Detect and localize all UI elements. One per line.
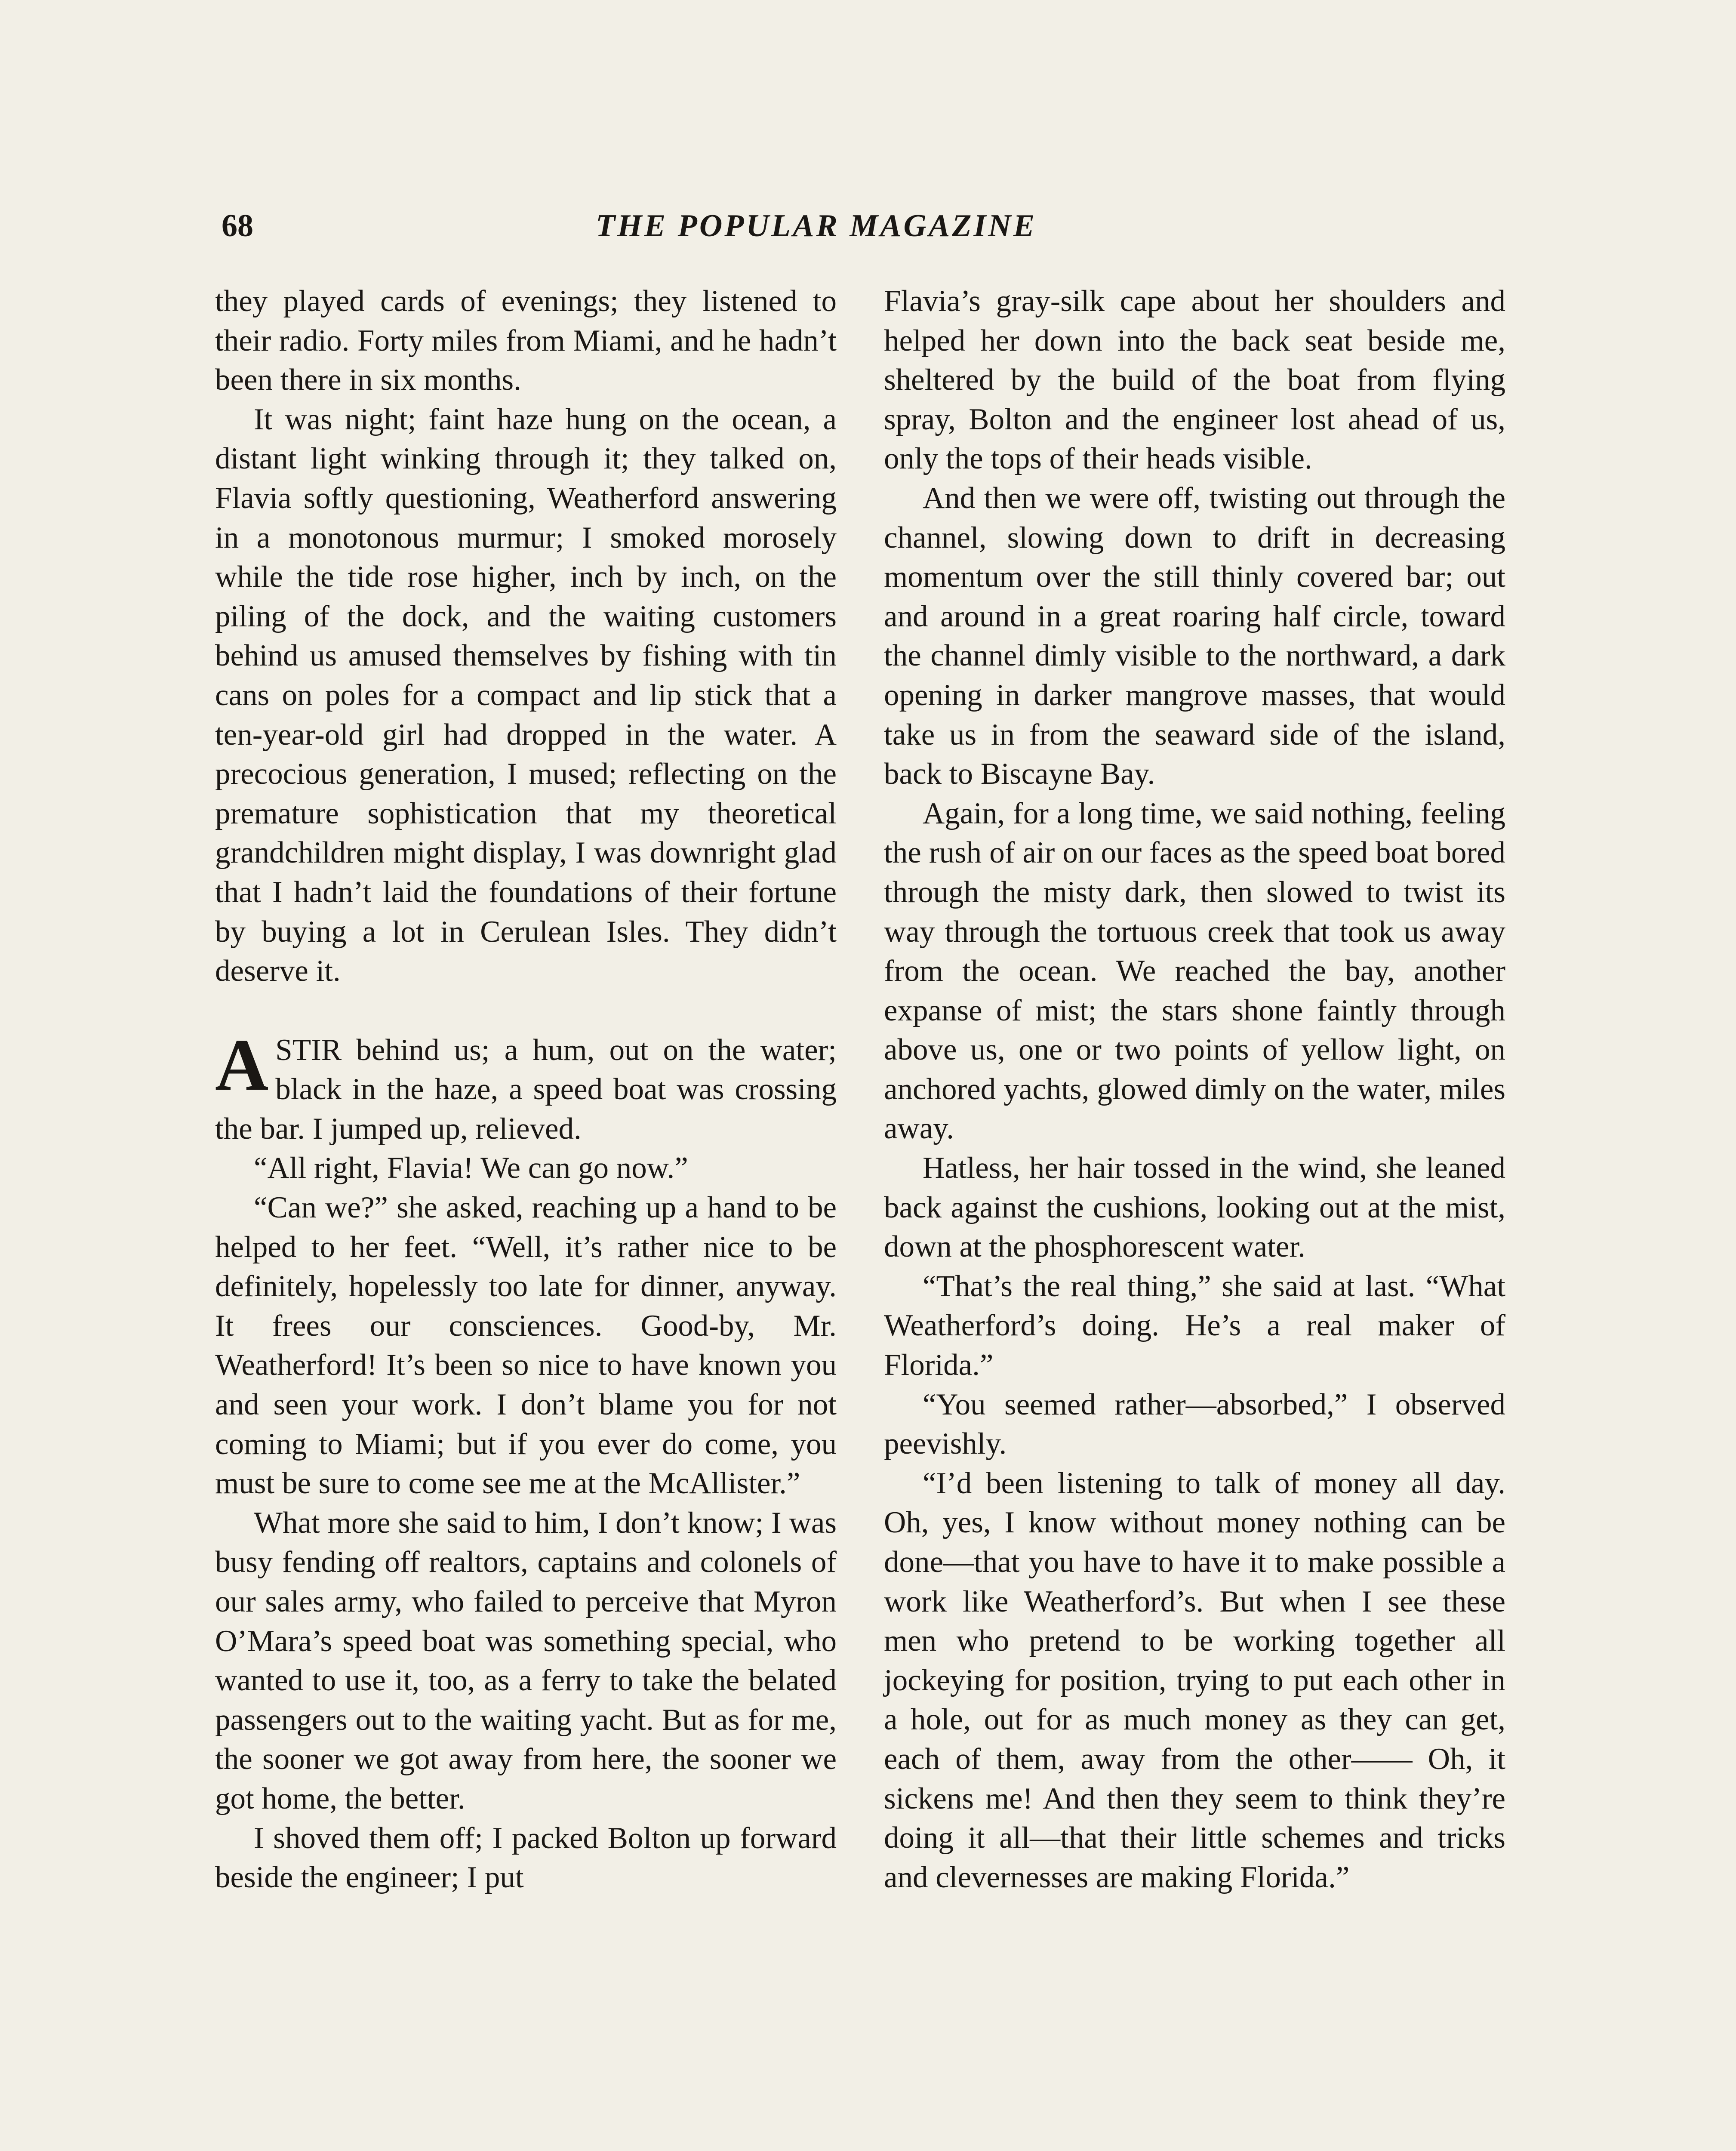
paragraph: Hatless, her hair tossed in the wind, she leaned back against the cushions, looking out at the mist, down at the phosphorescent water.: [884, 1151, 1505, 1264]
paragraph: Flavia’s gray-silk cape about her shoulders and helped her down into the back seat beside me, sheltered by the build of the boat from flying spray, Bolton and the engineer lost ahead of us, only the tops of their heads visible.: [884, 284, 1505, 476]
paragraph: It was night; faint haze hung on the ocean, a distant light winking through it; they talked on, Flavia softly questioning, Weatherford answering in a monotonous murmur; I smoked morosely while the tide rose higher, inch by inch, on the piling of the dock, and the waiting customers behind us amused themselves by fishing with tin cans on poles for a compact and lip stick that a ten-year-old girl had dropped in the water. A precocious generation, I mused; reflecting on the premature sophistication that my theoretical grandchildren might display, I was downright glad that I hadn’t laid the foundations of their fortune by buying a lot in Cerulean Isles. They didn’t deserve it.: [215, 402, 837, 988]
paragraph-text: STIR behind us; a hum, out on the water; black in the haze, a speed boat was crossing the bar. I jumped up, relieved.: [215, 1033, 837, 1146]
paragraph: I shoved them off; I packed Bolton up forward beside the engineer; I put: [215, 1821, 837, 1895]
paragraph: “That’s the real thing,” she said at last. “What Weatherford’s doing. He’s a real maker of Florida.”: [884, 1269, 1505, 1382]
paragraph: “All right, Flavia! We can go now.”: [254, 1151, 688, 1185]
drop-cap: A: [215, 1024, 269, 1106]
right-column: [884, 282, 1505, 1897]
page-number: 68: [222, 208, 253, 243]
page-header: [222, 202, 1508, 250]
paragraph: “You seemed rather—absorbed,” I observed peevishly.: [884, 1387, 1505, 1461]
paragraph: “I’d been listening to talk of money all day. Oh, yes, I know without money nothing can be done—that you have to have it to make possible a work like Weatherford’s. But when I see these men who pretend to be working together all jockeying for position, trying to put each other in a hole, out for as much money as they can get, each of them, away from the other—— Oh, it sickens me! And then they seem to think they’re doing it all—that their little schemes and tricks and clevernesses are making Florida.”: [884, 1466, 1505, 1894]
paragraph: Again, for a long time, we said nothing, feeling the rush of air on our faces as the speed boat bored through the misty dark, then slowed to twist its way through the tortuous creek that took us away from the ocean. We reached the bay, another expanse of mist; the stars shone faintly through above us, one or two points of yellow light, on anchored yachts, glowed dimly on the water, miles away.: [884, 796, 1505, 1146]
paragraph: What more she said to him, I don’t know; I was busy fending off realtors, captains and colonels of our sales army, who failed to perceive that Myron O’Mara’s speed boat was something special, who wanted to use it, too, as a ferry to take the belated passengers out to the waiting yacht. But as for me, the sooner we got away from here, the sooner we got home, the better.: [215, 1506, 837, 1815]
paragraph: they played cards of evenings; they listened to their radio. Forty miles from Miami, and he hadn’t been there in six months.: [215, 284, 837, 397]
paragraph: And then we were off, twisting out through the channel, slowing down to drift in decreasing momentum over the still thinly covered bar; out and around in a great roaring half circle, toward the channel dimly visible to the northward, a dark opening in darker mangrove masses, that would take us in from the seaward side of the island, back to Biscayne Bay.: [884, 481, 1505, 791]
running-title: THE POPULAR MAGAZINE: [596, 208, 1037, 243]
paragraph: “Can we?” she asked, reaching up a hand to be helped to her feet. “Well, it’s rather nice to be definitely, hopelessly too late for dinner, anyway. It frees our consciences. Good-by, Mr. Weatherford! It’s been so nice to have known you and seen your work. I don’t blame you for not coming to Miami; but if you ever do come, you must be sure to come see me at the McAllister.”: [215, 1191, 837, 1501]
section-opening-paragraph: [215, 1024, 837, 1149]
left-column: [215, 282, 837, 1898]
